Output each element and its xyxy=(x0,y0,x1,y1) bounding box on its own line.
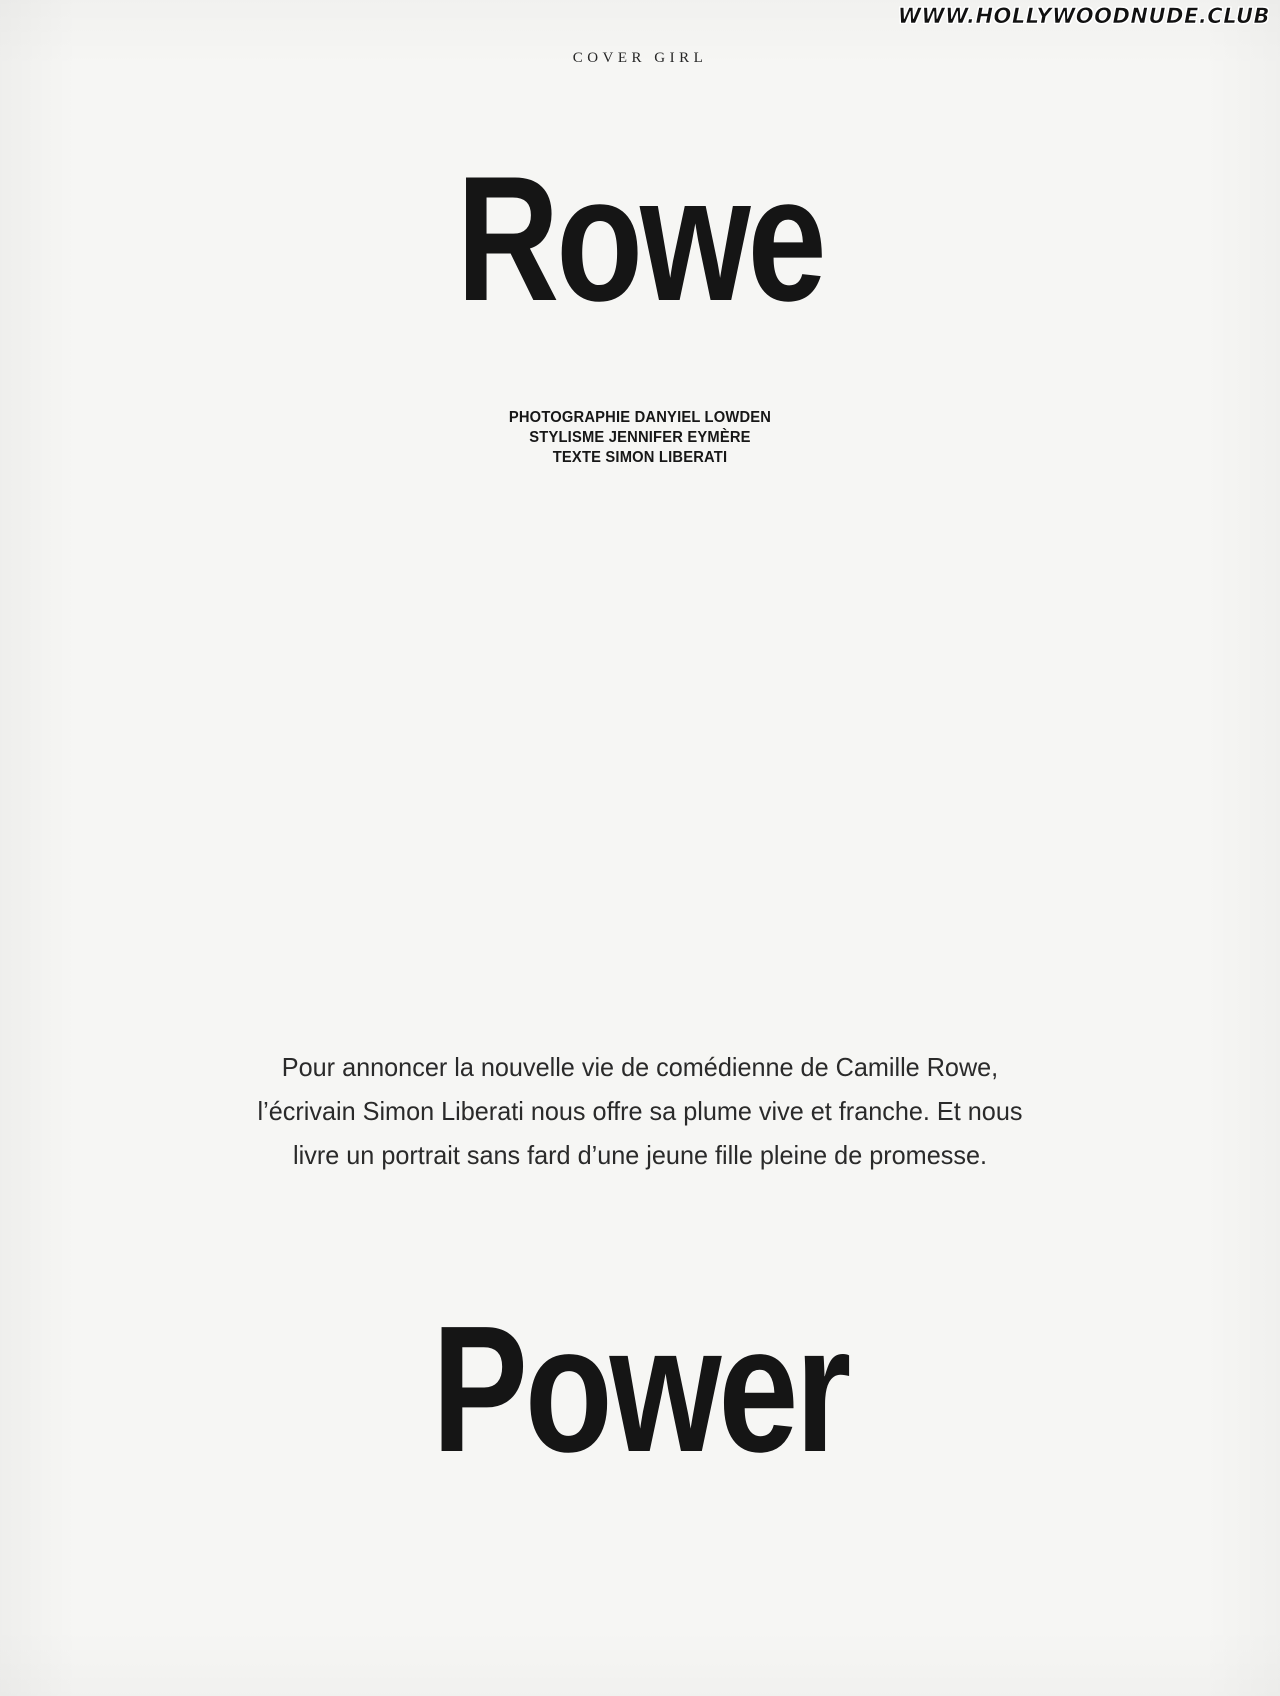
watermark-url: WWW.HOLLYWOODNUDE.CLUB xyxy=(897,4,1270,28)
page-title-power: Power xyxy=(431,1289,849,1490)
page-title-rowe: Rowe xyxy=(456,139,824,338)
credit-styling: STYLISME JENNIFER EYMÈRE xyxy=(529,429,751,446)
credits-block xyxy=(32,408,1248,468)
credit-photography: PHOTOGRAPHIE DANYIEL LOWDEN xyxy=(508,409,772,426)
credit-text: TEXTE SIMON LIBERATI xyxy=(552,449,728,466)
article-standfirst: Pour annoncer la nouvelle vie de comédienne de Camille Rowe, l’écrivain Simon Liberati nous offre sa plume vive et franche. Et nous livre un portrait sans fard d’une jeune fille pleine de promesse. xyxy=(257,1052,1023,1170)
section-kicker: COVER GIRL xyxy=(572,50,708,66)
